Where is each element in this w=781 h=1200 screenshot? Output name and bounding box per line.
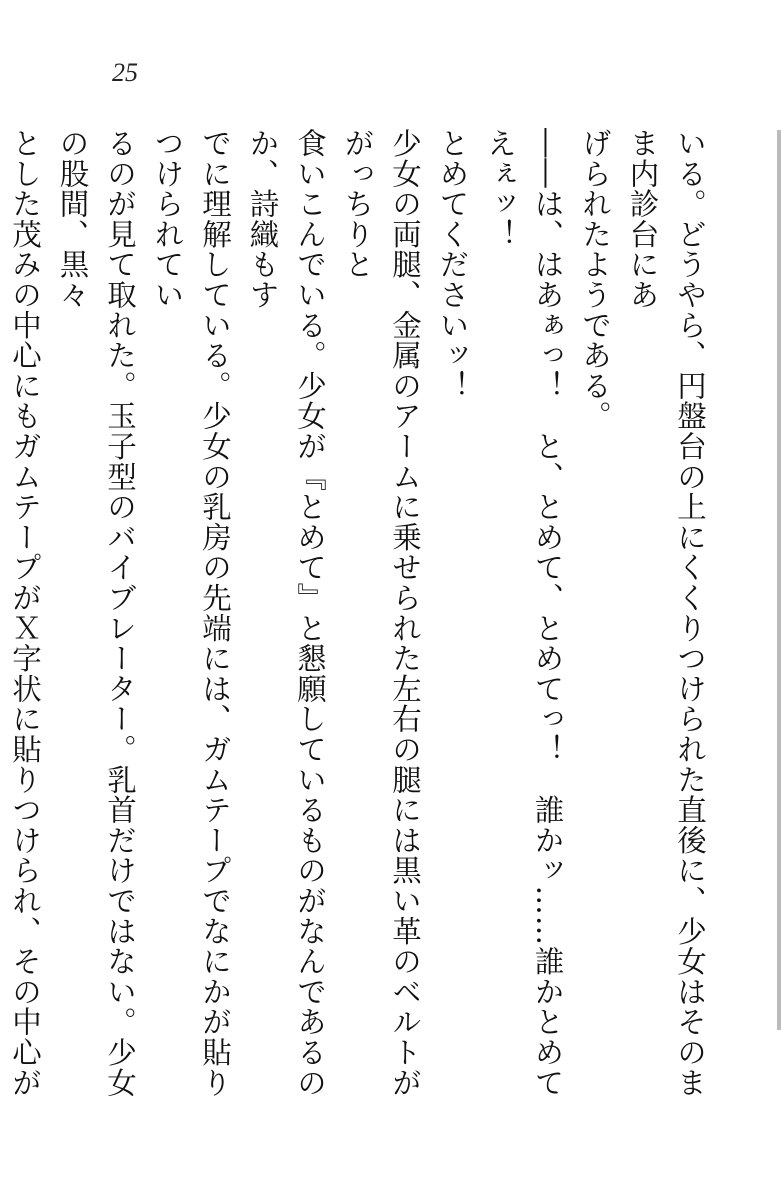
text-line: るのが見て取れた。玉子型のバイブレーター。乳首だけではない。少女の股間、黒々 — [55, 128, 137, 1098]
text-line: 少女の両腿、金属のアームに乗せられた左右の腿には黒い革のベルトががっちりと — [340, 128, 422, 1098]
text-line: いる。どうやら、円盤台の上にくくりつけられた直後に、少女はそのまま内診台にあ — [625, 128, 707, 1098]
text-line: とめてくださいッ！ — [435, 128, 470, 401]
novel-text-body — [0, 128, 713, 1118]
text-line: 食いこんでいる。少女が『とめて』と懇願しているものがなんであるのか、詩織もす — [245, 128, 327, 1098]
text-line: でに理解している。少女の乳房の先端には、ガムテープでなにかが貼りつけられてい — [150, 128, 232, 1098]
page-edge-shadow — [777, 130, 781, 1030]
text-line: とした茂みの中心にもガムテープがＸ字状に貼りつけられ、その中心が — [8, 128, 42, 1098]
page-number: 25 — [112, 58, 138, 87]
text-line: げられたようである。 — [578, 128, 612, 431]
text-line: ――は、はあぁっ！ と、とめて、とめてっ！ 誰かッ……誰かとめてえぇッ！ — [483, 128, 565, 1098]
